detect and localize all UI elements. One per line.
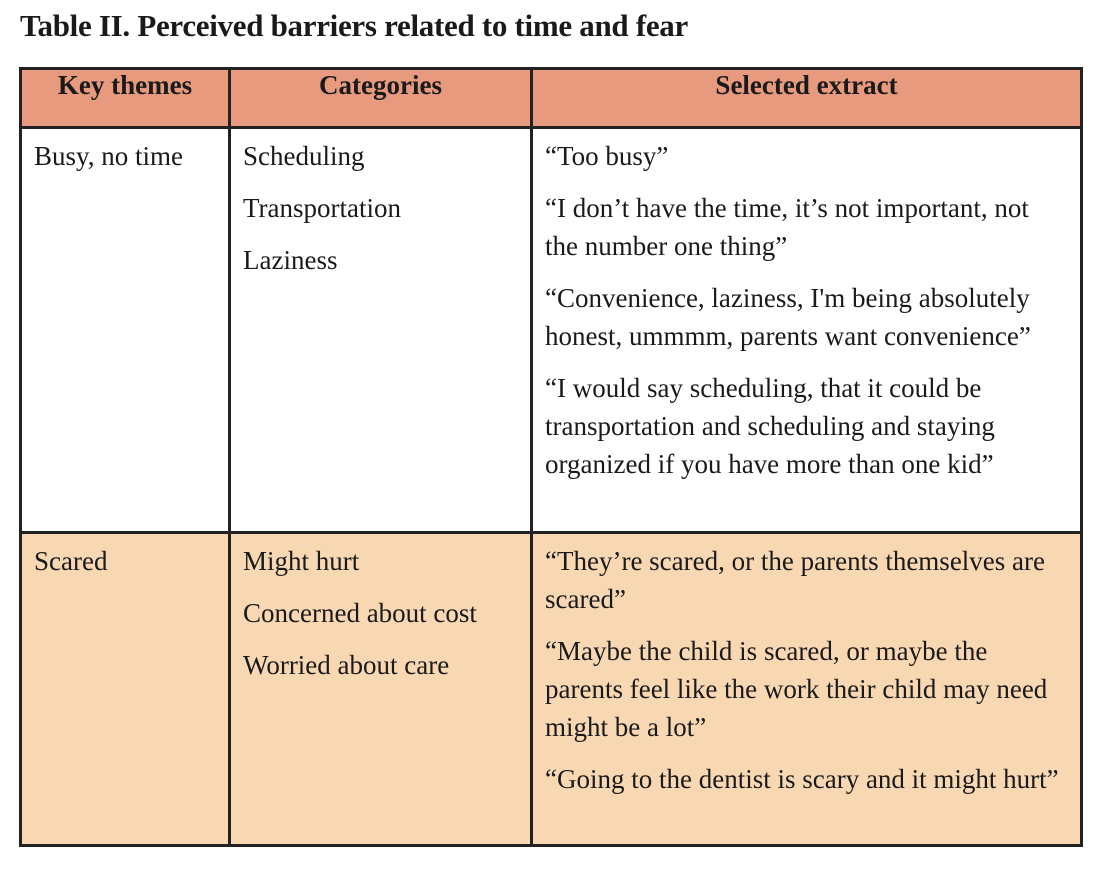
categories-cell (230, 533, 532, 846)
extract-quote: “I would say scheduling, that it could be transportation and scheduling and staying organized if you have more than one kid” (545, 373, 995, 479)
extract-quote: “Convenience, laziness, I'm being absolutely honest, ummmm, parents want convenience” (545, 283, 1031, 351)
category-item: Transportation (243, 193, 402, 223)
theme-cell (21, 533, 230, 846)
category-item: Might hurt (243, 546, 360, 576)
extracts-cell (532, 533, 1082, 846)
categories-cell (230, 128, 532, 533)
extracts-cell (532, 128, 1082, 533)
extract-quote: “Too busy” (545, 141, 669, 171)
table-row-scared (21, 533, 1082, 846)
theme-label: Busy, no time (34, 141, 184, 171)
header-selected-extract: Selected extract (532, 69, 1082, 128)
extract-quote: “I don’t have the time, it’s not important, not the number one thing” (545, 193, 1029, 261)
table-row-busy (21, 128, 1082, 533)
header-key-themes: Key themes (21, 69, 230, 128)
category-item: Laziness (243, 245, 338, 275)
extract-quote: “Going to the dentist is scary and it might hurt” (545, 764, 1059, 794)
extract-quote: “Maybe the child is scared, or maybe the parents feel like the work their child may need might be a lot” (545, 636, 1048, 742)
category-item: Concerned about cost (243, 598, 477, 628)
header-categories: Categories (230, 69, 532, 128)
barriers-table (19, 67, 1083, 847)
extract-quote: “They’re scared, or the parents themselves are scared” (545, 546, 1046, 614)
theme-label: Scared (34, 546, 108, 576)
theme-cell (21, 128, 230, 533)
table-caption: Table II. Perceived barriers related to time and fear (20, 8, 688, 43)
category-item: Worried about care (243, 650, 450, 680)
header-row (21, 69, 1082, 128)
category-item: Scheduling (243, 141, 365, 171)
